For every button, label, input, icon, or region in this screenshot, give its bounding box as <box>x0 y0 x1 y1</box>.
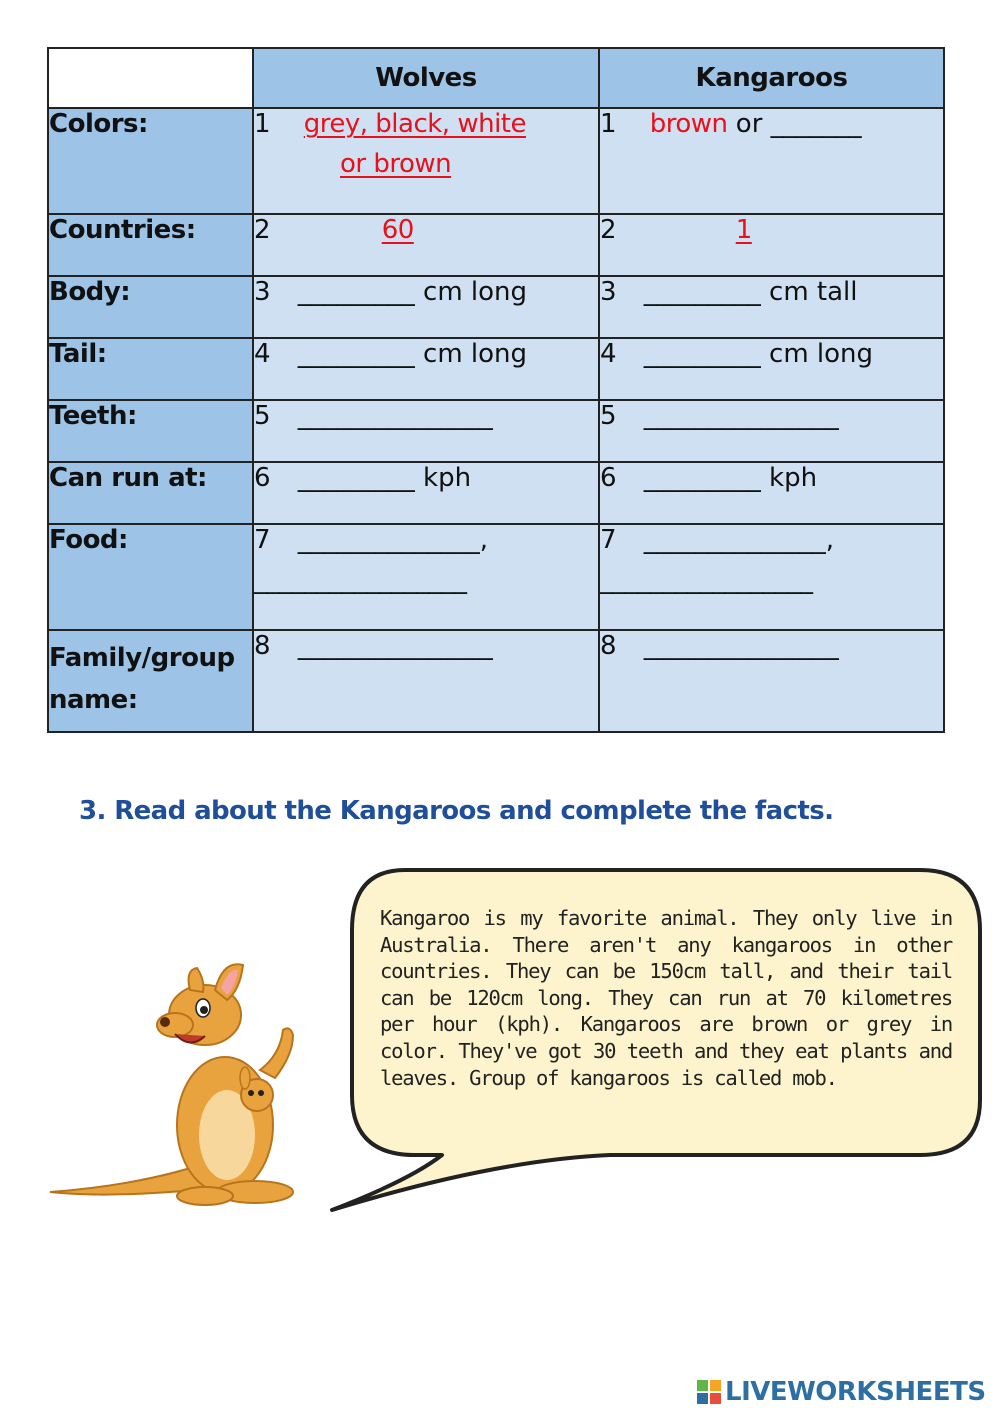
answer-text: 60 <box>381 215 414 245</box>
item-number: 2 <box>254 215 271 245</box>
table-row-countries <box>48 214 944 276</box>
header-blank <box>48 48 253 108</box>
kangaroos-tail-cell[interactable] <box>599 338 944 400</box>
logo-mark-icon <box>697 1380 721 1404</box>
row-label: Countries: <box>48 214 253 276</box>
table-row-body <box>48 276 944 338</box>
item-number: 6 <box>254 463 271 493</box>
row-label: Food: <box>48 524 253 630</box>
answer-text: grey, black, white <box>303 109 526 139</box>
row-label: Tail: <box>48 338 253 400</box>
kangaroos-group-cell[interactable] <box>599 630 944 732</box>
item-number: 6 <box>600 463 617 493</box>
row-label: Family/group name: <box>48 630 253 732</box>
row-label: Teeth: <box>48 400 253 462</box>
item-number: 5 <box>600 401 617 431</box>
item-number: 8 <box>254 631 271 661</box>
header-kangaroos: Kangaroos <box>599 48 944 108</box>
facts-table <box>47 47 945 733</box>
wolves-speed-cell[interactable] <box>253 462 599 524</box>
wolves-group-cell[interactable] <box>253 630 599 732</box>
wolves-countries-cell[interactable] <box>253 214 599 276</box>
item-number: 5 <box>254 401 271 431</box>
item-number: 3 <box>600 277 617 307</box>
blank-line: _________ kph <box>297 463 472 493</box>
item-number: 8 <box>600 631 617 661</box>
table-row-colors <box>48 108 944 214</box>
wolves-body-cell[interactable] <box>253 276 599 338</box>
wolves-teeth-cell[interactable] <box>253 400 599 462</box>
blank-line: _______________ <box>643 401 839 431</box>
kangaroos-colors-cell[interactable] <box>599 108 944 214</box>
wolves-tail-cell[interactable] <box>253 338 599 400</box>
kangaroo-illustration <box>45 960 295 1215</box>
item-number: 4 <box>254 339 271 369</box>
blank-line: _________ cm long <box>643 339 874 369</box>
blank-line: ______________, <box>297 525 489 555</box>
kangaroos-food-cell[interactable] <box>599 524 944 630</box>
header-wolves: Wolves <box>253 48 599 108</box>
blank-line: _________________ <box>600 565 813 595</box>
kangaroos-body-cell[interactable] <box>599 276 944 338</box>
blank-line: _________ cm tall <box>643 277 858 307</box>
blank-line: _______________ <box>297 631 493 661</box>
blank-line: _______________ <box>297 401 493 431</box>
kangaroos-countries-cell[interactable] <box>599 214 944 276</box>
table-row-teeth <box>48 400 944 462</box>
item-number: 7 <box>254 525 271 555</box>
item-number: 7 <box>600 525 617 555</box>
answer-text: 1 <box>735 215 752 245</box>
kangaroo-passage: Kangaroo is my favorite animal. They only live in Australia. There aren't any kangaroos in other countries. They can be 150cm tall, and their tail can be 120cm long. They can run at 70 kilometres per hour (kph). Kangaroos are brown or grey in color. They've got 30 teeth and they eat plants and leaves. Group of kangaroos is called mob. <box>380 906 952 1090</box>
table-row-speed <box>48 462 944 524</box>
table-header-row <box>48 48 944 108</box>
item-number: 2 <box>600 215 617 245</box>
logo-text: LIVEWORKSHEETS <box>725 1377 986 1407</box>
answer-text: brown <box>649 109 728 139</box>
kangaroos-speed-cell[interactable] <box>599 462 944 524</box>
item-number: 1 <box>254 109 271 139</box>
blank-line: _________ cm long <box>297 339 528 369</box>
blank-line: _________________ <box>254 565 467 595</box>
row-label: Can run at: <box>48 462 253 524</box>
row-label: Colors: <box>48 108 253 214</box>
item-number: 1 <box>600 109 617 139</box>
answer-text: or brown <box>340 149 452 179</box>
blank-line: _______________ <box>643 631 839 661</box>
wolves-colors-cell[interactable] <box>253 108 599 214</box>
wolves-food-cell[interactable] <box>253 524 599 630</box>
table-row-food <box>48 524 944 630</box>
section-heading: 3. Read about the Kangaroos and complete the facts. <box>79 796 834 826</box>
blank-line: ______________, <box>643 525 835 555</box>
liveworksheets-logo <box>697 1376 986 1408</box>
blank-line: _________ kph <box>643 463 818 493</box>
item-number: 4 <box>600 339 617 369</box>
kangaroos-teeth-cell[interactable] <box>599 400 944 462</box>
table-row-tail <box>48 338 944 400</box>
row-label: Body: <box>48 276 253 338</box>
blank-line: _________ cm long <box>297 277 528 307</box>
item-number: 3 <box>254 277 271 307</box>
table-row-group-name <box>48 630 944 732</box>
blank-line: or _______ <box>727 109 862 139</box>
